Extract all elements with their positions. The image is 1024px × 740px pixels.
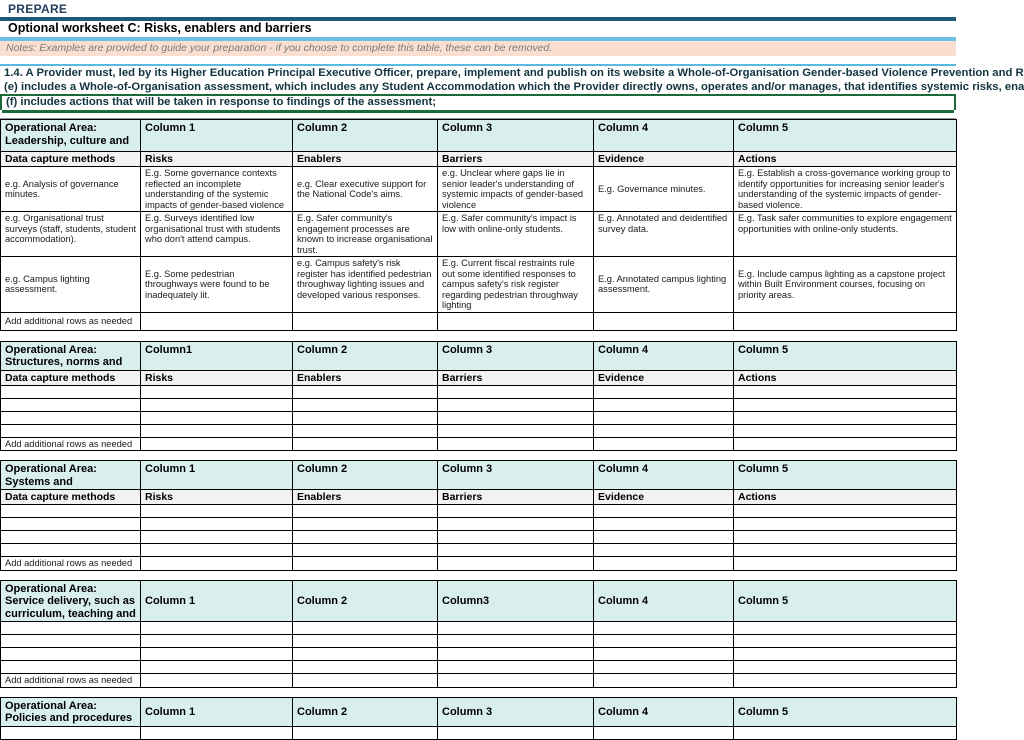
empty-cell[interactable] <box>293 424 438 437</box>
subheader-actions: Actions <box>734 490 957 505</box>
empty-cell[interactable] <box>438 505 594 518</box>
empty-cell[interactable] <box>141 544 293 557</box>
empty-cell[interactable] <box>141 635 293 648</box>
subheader-evidence: Evidence <box>594 490 734 505</box>
table-row <box>1 257 957 313</box>
empty-cell[interactable] <box>594 312 734 330</box>
empty-cell[interactable] <box>1 398 141 411</box>
empty-cell[interactable] <box>438 674 594 688</box>
table-row <box>1 661 957 674</box>
empty-cell[interactable] <box>438 312 594 330</box>
section-table-policies <box>0 697 957 740</box>
column-header-5: Column 5 <box>734 461 957 490</box>
empty-cell[interactable] <box>438 726 594 739</box>
cell-evidence[interactable]: E.g. Governance minutes. <box>594 167 734 212</box>
column-header-3: Column 3 <box>438 120 594 152</box>
column-header-3: Column 3 <box>438 461 594 490</box>
subheader-barriers: Barriers <box>438 152 594 167</box>
table-row <box>1 531 957 544</box>
section-table-service-delivery <box>0 580 957 688</box>
empty-cell[interactable] <box>438 531 594 544</box>
empty-cell[interactable] <box>734 622 957 635</box>
subheader-data-capture: Data capture methods <box>1 370 141 385</box>
table-row <box>1 505 957 518</box>
subheader-enablers: Enablers <box>293 490 438 505</box>
empty-cell[interactable] <box>734 398 957 411</box>
column-header-1: Column1 <box>141 341 293 370</box>
empty-cell[interactable] <box>734 557 957 571</box>
empty-cell[interactable] <box>594 544 734 557</box>
table-row <box>1 518 957 531</box>
cell-enabler[interactable]: e.g. Campus safety's risk register has identified pedestrian throughway lighting issues and developed various responses. <box>293 257 438 313</box>
column-header-5: Column 5 <box>734 120 957 152</box>
column-header-2: Column 2 <box>293 341 438 370</box>
empty-cell[interactable] <box>734 648 957 661</box>
empty-cell[interactable] <box>141 312 293 330</box>
section-subheader-row <box>1 490 957 505</box>
subheader-barriers: Barriers <box>438 490 594 505</box>
empty-cell[interactable] <box>141 531 293 544</box>
empty-cell[interactable] <box>594 424 734 437</box>
empty-cell[interactable] <box>594 518 734 531</box>
subheader-enablers: Enablers <box>293 152 438 167</box>
subheader-risks: Risks <box>141 370 293 385</box>
empty-cell[interactable] <box>1 648 141 661</box>
empty-cell[interactable] <box>141 505 293 518</box>
worksheet-title: Optional worksheet C: Risks, enablers and barriers <box>8 21 312 35</box>
empty-cell[interactable] <box>734 437 957 451</box>
empty-cell[interactable] <box>438 518 594 531</box>
table-row <box>1 398 957 411</box>
empty-cell[interactable] <box>293 531 438 544</box>
column-header-4: Column 4 <box>594 580 734 622</box>
column-header-3: Column 3 <box>438 341 594 370</box>
empty-cell[interactable] <box>141 385 293 398</box>
empty-cell[interactable] <box>293 505 438 518</box>
section-divider-gap <box>0 571 956 580</box>
add-additional-rows-label[interactable]: Add additional rows as needed <box>1 312 141 330</box>
cell-data-capture[interactable]: e.g. Analysis of governance minutes. <box>1 167 141 212</box>
subheader-data-capture: Data capture methods <box>1 490 141 505</box>
add-additional-rows-label[interactable]: Add additional rows as needed <box>1 557 141 571</box>
operational-area-title: Operational Area: Service delivery, such as curriculum, teaching and <box>1 580 141 622</box>
empty-cell[interactable] <box>141 622 293 635</box>
empty-cell[interactable] <box>438 557 594 571</box>
empty-cell[interactable] <box>594 674 734 688</box>
banner-spacer <box>0 56 956 64</box>
column-header-3: Column 3 <box>438 697 594 726</box>
empty-cell[interactable] <box>141 424 293 437</box>
empty-cell[interactable] <box>293 544 438 557</box>
operational-area-title: Operational Area: Policies and procedures <box>1 697 141 726</box>
table-row <box>1 622 957 635</box>
empty-cell[interactable] <box>734 726 957 739</box>
empty-cell[interactable] <box>293 411 438 424</box>
empty-cell[interactable] <box>1 726 141 739</box>
empty-cell[interactable] <box>438 544 594 557</box>
empty-cell[interactable] <box>141 648 293 661</box>
section-divider-gap <box>0 331 956 341</box>
section-table-leadership <box>0 119 957 331</box>
column-header-1: Column 1 <box>141 120 293 152</box>
empty-cell[interactable] <box>1 385 141 398</box>
add-additional-rows-label[interactable]: Add additional rows as needed <box>1 674 141 688</box>
column-header-2: Column 2 <box>293 697 438 726</box>
clause-block <box>0 64 1024 119</box>
column-header-5: Column 5 <box>734 697 957 726</box>
column-header-2: Column 2 <box>293 461 438 490</box>
empty-cell[interactable] <box>141 437 293 451</box>
table-row <box>1 411 957 424</box>
cell-risk[interactable]: E.g. Some governance contexts reflected an incomplete understanding of the systemic impacts of gender-based violence <box>141 167 293 212</box>
empty-cell[interactable] <box>734 312 957 330</box>
cell-data-capture[interactable]: e.g. Organisational trust surveys (staff, students, student accommodation). <box>1 212 141 257</box>
subheader-actions: Actions <box>734 152 957 167</box>
column-header-4: Column 4 <box>594 341 734 370</box>
empty-cell[interactable] <box>1 635 141 648</box>
table-row <box>1 635 957 648</box>
empty-cell[interactable] <box>734 661 957 674</box>
empty-cell[interactable] <box>293 726 438 739</box>
section-table-systems <box>0 460 957 571</box>
empty-cell[interactable] <box>1 531 141 544</box>
empty-cell[interactable] <box>141 518 293 531</box>
table-row <box>1 544 957 557</box>
empty-cell[interactable] <box>438 635 594 648</box>
add-row-row <box>1 674 957 688</box>
empty-cell[interactable] <box>594 648 734 661</box>
cell-barrier[interactable]: E.g. Safer community's impact is low with online-only students. <box>438 212 594 257</box>
empty-cell[interactable] <box>141 661 293 674</box>
empty-cell[interactable] <box>293 557 438 571</box>
subheader-enablers: Enablers <box>293 370 438 385</box>
cell-action[interactable]: E.g. Include campus lighting as a capstone project within Built Environment courses, focusing on priority areas. <box>734 257 957 313</box>
table-row <box>1 167 957 212</box>
empty-cell[interactable] <box>438 437 594 451</box>
empty-cell[interactable] <box>734 635 957 648</box>
empty-cell[interactable] <box>594 505 734 518</box>
empty-cell[interactable] <box>293 622 438 635</box>
subheader-data-capture: Data capture methods <box>1 152 141 167</box>
cell-risk[interactable]: E.g. Surveys identified low organisational trust with students who don't attend campus. <box>141 212 293 257</box>
empty-cell[interactable] <box>293 674 438 688</box>
column-header-1: Column 1 <box>141 580 293 622</box>
add-additional-rows-label[interactable]: Add additional rows as needed <box>1 437 141 451</box>
add-row-row <box>1 557 957 571</box>
prepare-banner-label: PREPARE <box>8 2 68 16</box>
empty-cell[interactable] <box>734 385 957 398</box>
empty-cell[interactable] <box>734 505 957 518</box>
empty-cell[interactable] <box>293 661 438 674</box>
subheader-actions: Actions <box>734 370 957 385</box>
column-header-1: Column 1 <box>141 697 293 726</box>
section-header-row <box>1 697 957 726</box>
column-header-5: Column 5 <box>734 341 957 370</box>
column-header-1: Column 1 <box>141 461 293 490</box>
operational-area-title: Operational Area: Leadership, culture and <box>1 120 141 152</box>
empty-cell[interactable] <box>594 398 734 411</box>
section-header-row <box>1 341 957 370</box>
clause-line-3: (f) includes actions that will be taken in response to findings of the assessment; <box>0 94 956 110</box>
subheader-risks: Risks <box>141 152 293 167</box>
empty-cell[interactable] <box>594 437 734 451</box>
operational-area-title: Operational Area: Systems and <box>1 461 141 490</box>
add-row-row <box>1 312 957 330</box>
empty-cell[interactable] <box>141 411 293 424</box>
table-row <box>1 385 957 398</box>
table-row <box>1 726 957 739</box>
column-header-4: Column 4 <box>594 461 734 490</box>
notes-banner: Notes: Examples are provided to guide your preparation - if you choose to complete this table, these can be removed. <box>0 41 956 56</box>
empty-cell[interactable] <box>1 518 141 531</box>
cell-barrier[interactable]: e.g. Unclear where gaps lie in senior leader's understanding of systemic impacts of gender-based violence <box>438 167 594 212</box>
empty-cell[interactable] <box>1 622 141 635</box>
subheader-risks: Risks <box>141 490 293 505</box>
section-header-row <box>1 580 957 622</box>
cell-action[interactable]: E.g. Establish a cross-governance working group to identify opportunities for increasing senior leader's understanding of the systemic impacts of gender-based violence. <box>734 167 957 212</box>
empty-cell[interactable] <box>594 661 734 674</box>
section-divider-gap <box>0 451 956 460</box>
empty-cell[interactable] <box>1 424 141 437</box>
column-header-2: Column 2 <box>293 580 438 622</box>
cell-action[interactable]: E.g. Task safer communities to explore engagement opportunities with online-only students. <box>734 212 957 257</box>
cell-evidence[interactable]: E.g. Annotated campus lighting assessment. <box>594 257 734 313</box>
empty-cell[interactable] <box>293 437 438 451</box>
empty-cell[interactable] <box>141 557 293 571</box>
empty-cell[interactable] <box>293 635 438 648</box>
empty-cell[interactable] <box>734 424 957 437</box>
cell-risk[interactable]: E.g. Some pedestrian throughways were found to be inadequately lit. <box>141 257 293 313</box>
column-header-4: Column 4 <box>594 120 734 152</box>
subheader-evidence: Evidence <box>594 370 734 385</box>
empty-cell[interactable] <box>293 385 438 398</box>
cell-barrier[interactable]: E.g. Current fiscal restraints rule out some identified responses to campus safety's risk register regarding pedestrian throughway lighting <box>438 257 594 313</box>
empty-cell[interactable] <box>594 557 734 571</box>
clause-line-1: 1.4. A Provider must, led by its Higher Education Principal Executive Officer, prepare, implement and publish on its website a Whole-of-Organisation Gender-based Violence Prevention and R <box>4 67 1024 79</box>
empty-cell[interactable] <box>594 411 734 424</box>
empty-cell[interactable] <box>438 648 594 661</box>
empty-cell[interactable] <box>594 531 734 544</box>
empty-cell[interactable] <box>293 312 438 330</box>
column-header-4: Column 4 <box>594 697 734 726</box>
empty-cell[interactable] <box>438 385 594 398</box>
empty-cell[interactable] <box>141 398 293 411</box>
empty-cell[interactable] <box>438 424 594 437</box>
empty-cell[interactable] <box>1 544 141 557</box>
column-header-5: Column 5 <box>734 580 957 622</box>
empty-cell[interactable] <box>734 518 957 531</box>
cell-evidence[interactable]: E.g. Annotated and deidentified survey data. <box>594 212 734 257</box>
subheader-evidence: Evidence <box>594 152 734 167</box>
cell-data-capture[interactable]: e.g. Campus lighting assessment. <box>1 257 141 313</box>
section-subheader-row <box>1 152 957 167</box>
empty-cell[interactable] <box>438 398 594 411</box>
empty-cell[interactable] <box>734 531 957 544</box>
empty-cell[interactable] <box>1 411 141 424</box>
add-row-row <box>1 437 957 451</box>
empty-cell[interactable] <box>293 518 438 531</box>
empty-cell[interactable] <box>594 622 734 635</box>
column-header-2: Column 2 <box>293 120 438 152</box>
empty-cell[interactable] <box>734 544 957 557</box>
operational-area-title: Operational Area: Structures, norms and <box>1 341 141 370</box>
empty-cell[interactable] <box>594 726 734 739</box>
empty-cell[interactable] <box>141 674 293 688</box>
cell-enabler[interactable]: E.g. Safer community's engagement processes are known to increase organisational trust. <box>293 212 438 257</box>
empty-cell[interactable] <box>594 635 734 648</box>
table-row <box>1 424 957 437</box>
empty-cell[interactable] <box>1 505 141 518</box>
empty-cell[interactable] <box>293 398 438 411</box>
column-header-3: Column3 <box>438 580 594 622</box>
empty-cell[interactable] <box>734 411 957 424</box>
section-header-row <box>1 120 957 152</box>
empty-cell[interactable] <box>594 385 734 398</box>
empty-cell[interactable] <box>734 674 957 688</box>
section-divider-gap <box>0 688 956 697</box>
empty-cell[interactable] <box>438 661 594 674</box>
empty-cell[interactable] <box>438 411 594 424</box>
empty-cell[interactable] <box>141 726 293 739</box>
subheader-barriers: Barriers <box>438 370 594 385</box>
table-row <box>1 212 957 257</box>
clause-line-2: (e) includes a Whole-of-Organisation assessment, which includes any Student Accommodation which the Provider directly owns, operates and/or manages, that identifies systemic risks, ena <box>4 81 1024 93</box>
empty-cell[interactable] <box>438 622 594 635</box>
section-header-row <box>1 461 957 490</box>
empty-cell[interactable] <box>1 661 141 674</box>
cell-enabler[interactable]: e.g. Clear executive support for the National Code's aims. <box>293 167 438 212</box>
section-table-structures <box>0 341 957 452</box>
empty-cell[interactable] <box>293 648 438 661</box>
section-subheader-row <box>1 370 957 385</box>
table-row <box>1 648 957 661</box>
